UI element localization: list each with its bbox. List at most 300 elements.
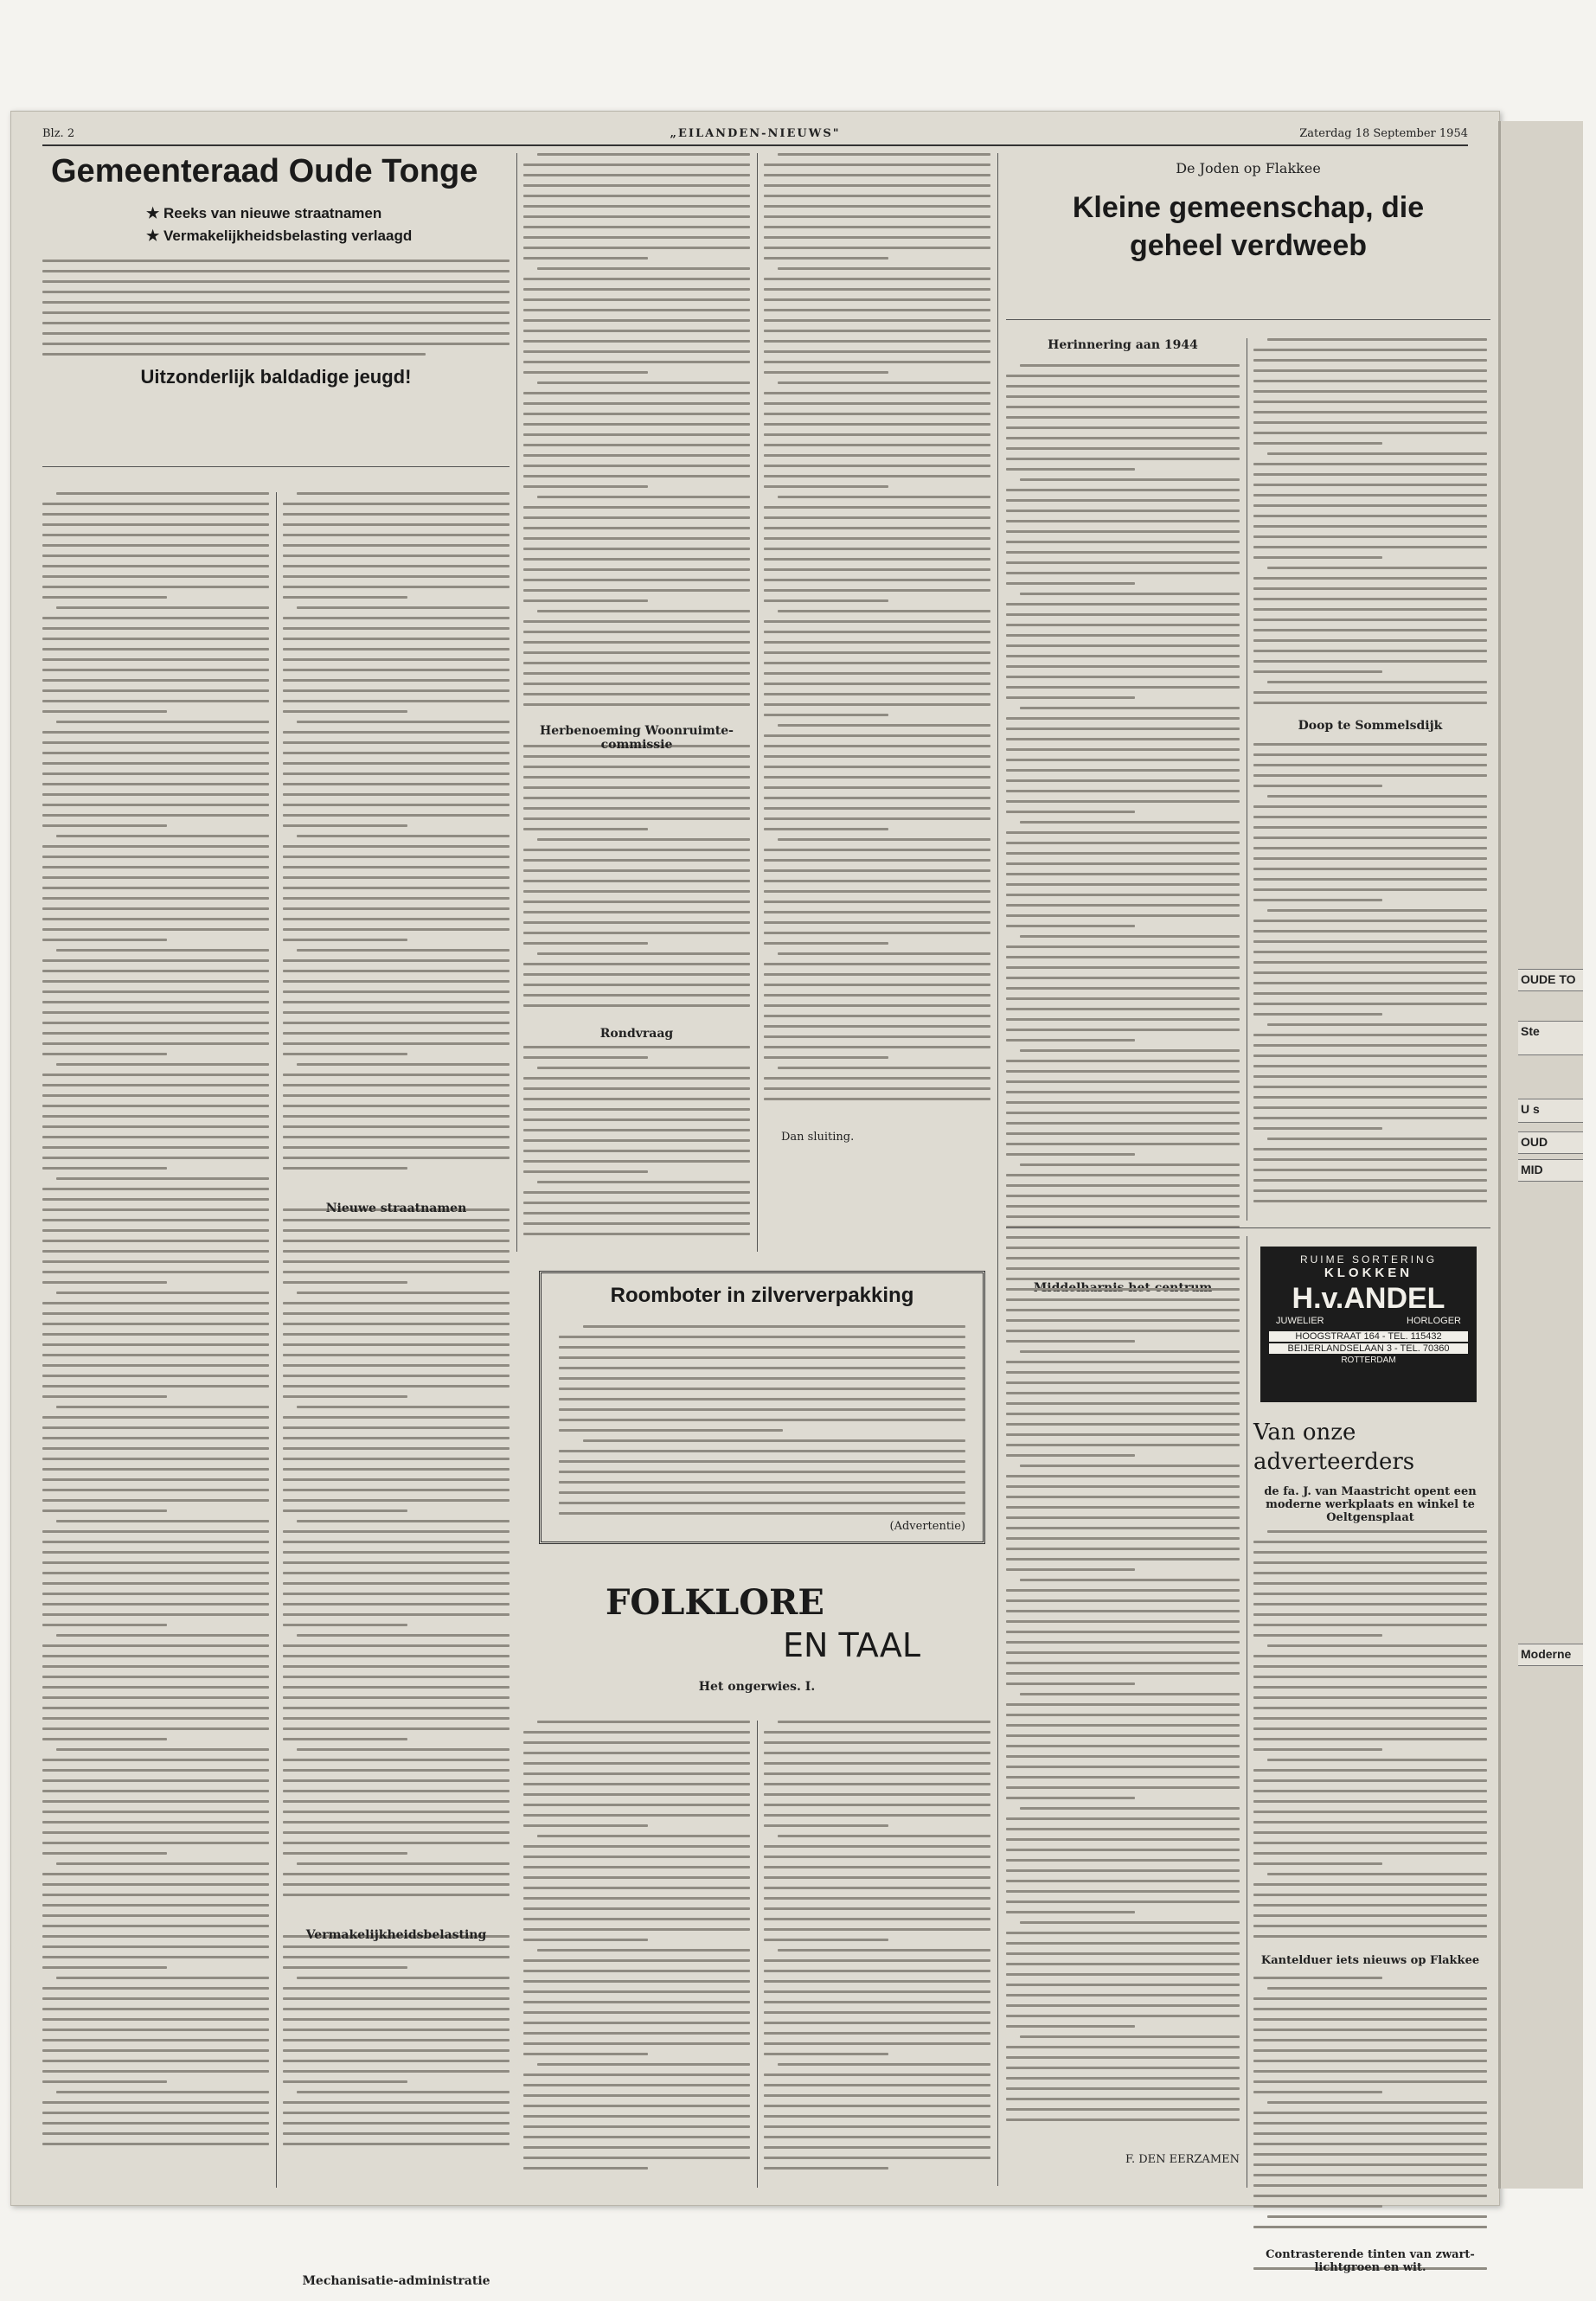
text-line (283, 1136, 510, 1138)
text-line (764, 1876, 990, 1879)
text-line (1006, 1952, 1240, 1955)
text-line (1006, 2098, 1240, 2100)
text-line (764, 1741, 990, 1744)
text-line (559, 1356, 965, 1359)
text-line (523, 288, 750, 291)
text-line (42, 1011, 269, 1014)
text-line (523, 247, 750, 249)
text-line (523, 309, 750, 311)
text-line (283, 824, 407, 827)
text-line (764, 2146, 990, 2149)
text-line (1253, 1821, 1487, 1823)
text-line (1006, 1029, 1240, 1031)
text-line (283, 1821, 510, 1823)
text-line (1267, 1987, 1487, 1990)
text-line (523, 932, 750, 934)
text-line (42, 1053, 167, 1055)
text-line (523, 1970, 750, 1972)
text-line (42, 627, 269, 630)
text-line (1253, 1914, 1487, 1917)
text-line (283, 648, 510, 651)
folklore-title-2: EN TAAL (783, 1626, 920, 1664)
text-line (523, 236, 750, 239)
text-line (283, 1323, 510, 1325)
text-line (42, 1987, 269, 1990)
text-line (1006, 1070, 1240, 1073)
text-line (283, 1883, 510, 1886)
text-line (42, 2060, 269, 2062)
text-line (283, 1613, 510, 1616)
text-line (283, 1105, 510, 1107)
text-line (42, 1790, 269, 1792)
text-line (42, 1603, 269, 1606)
text-line (42, 1852, 167, 1855)
text-line (42, 1364, 269, 1367)
text-line (523, 1129, 750, 1131)
text-line (42, 1582, 269, 1585)
text-line (1006, 925, 1135, 927)
text-line (283, 1842, 510, 1844)
text-line (537, 1721, 750, 1723)
text-line (1020, 1921, 1240, 1924)
text-line (764, 2022, 990, 2024)
text-line (1253, 577, 1487, 580)
text-line (1006, 1797, 1135, 1799)
text-line (764, 921, 990, 924)
adverteerders-sub-3: Contrasterende tinten van zwart-lichtgroen en wit. (1266, 2248, 1475, 2274)
text-line (42, 1842, 269, 1844)
text-line (1253, 1696, 1487, 1699)
text-line (764, 631, 990, 633)
text-line (1253, 743, 1487, 746)
text-line (1006, 1869, 1240, 1872)
next-page-edge (1498, 121, 1583, 2189)
text-line (1006, 904, 1240, 907)
text-line (537, 153, 750, 156)
text-line (1006, 800, 1240, 803)
text-line (283, 752, 510, 754)
text-line (42, 1094, 269, 1097)
text-line (1006, 530, 1240, 533)
text-line (42, 700, 269, 702)
text-line (1267, 1023, 1487, 1026)
text-line (1006, 1589, 1240, 1592)
text-line (523, 1046, 750, 1048)
text-line (297, 949, 510, 952)
text-line (523, 1056, 648, 1059)
text-line (42, 503, 269, 505)
text-line (764, 641, 990, 644)
text-line (764, 1970, 990, 1972)
text-line (1006, 1122, 1240, 1125)
text-line (42, 2080, 167, 2083)
text-line (42, 1229, 269, 1232)
text-line (1253, 369, 1487, 372)
text-line (1006, 510, 1240, 512)
text-line (297, 1977, 510, 1979)
text-line (764, 2053, 888, 2055)
text-line (1006, 385, 1240, 388)
next-page-strip-6: Moderne (1518, 1644, 1583, 1666)
text-line (1253, 1800, 1487, 1803)
text-line (523, 1741, 750, 1744)
text-line (1253, 1613, 1487, 1616)
text-line (42, 1769, 269, 1772)
text-line (1253, 484, 1487, 486)
text-line (523, 2053, 648, 2055)
text-line (42, 1811, 269, 1813)
text-line (1020, 1465, 1240, 1467)
text-line (1253, 1977, 1382, 1979)
text-line (42, 523, 269, 526)
text-line (1253, 1148, 1487, 1150)
text-line (42, 1437, 269, 1439)
text-line (764, 797, 990, 799)
text-line (764, 1907, 990, 1910)
text-line (1006, 2004, 1240, 2007)
text-line (283, 1281, 407, 1284)
text-line (283, 2018, 510, 2021)
text-line (764, 288, 990, 291)
text-line (1253, 2091, 1382, 2093)
text-line (1253, 764, 1487, 766)
text-line (1006, 1973, 1240, 1976)
text-line (56, 949, 269, 952)
text-line (764, 2167, 888, 2170)
text-line (283, 1458, 510, 1460)
text-line (1253, 1044, 1487, 1047)
text-line (283, 1852, 407, 1855)
text-line (56, 835, 269, 837)
text-line (42, 814, 269, 817)
text-line (1006, 1247, 1240, 1249)
text-line (283, 1229, 510, 1232)
newspaper-page (10, 111, 1500, 2288)
text-line (523, 869, 750, 872)
text-line (523, 2125, 750, 2128)
text-line (1006, 2118, 1240, 2121)
text-line (1006, 1932, 1240, 1934)
text-line (764, 174, 990, 176)
column-1 (42, 492, 269, 2170)
text-line (1006, 1267, 1240, 1270)
text-line (283, 1686, 510, 1689)
divider (1006, 319, 1490, 320)
text-line (764, 599, 888, 602)
text-line (523, 257, 648, 260)
text-line (1006, 1091, 1240, 1093)
text-line (42, 2070, 269, 2073)
text-line (42, 1727, 269, 1730)
text-line (1006, 1890, 1240, 1893)
text-line (537, 2063, 750, 2066)
text-line (42, 586, 269, 588)
text-line (1006, 541, 1240, 543)
text-line (764, 984, 990, 986)
text-line (523, 2157, 750, 2159)
text-line (1253, 1904, 1487, 1907)
text-line (297, 606, 510, 609)
text-line (537, 838, 750, 841)
text-line (764, 444, 990, 446)
text-line (42, 1447, 269, 1450)
text-line (523, 1990, 750, 1993)
text-line (523, 901, 750, 903)
text-line (523, 1731, 750, 1734)
text-line (1253, 2122, 1487, 2125)
text-line (537, 1949, 750, 1952)
text-line (1253, 1811, 1487, 1813)
text-line (523, 454, 750, 457)
text-line (523, 1887, 750, 1889)
text-line (1006, 1371, 1240, 1374)
text-line (283, 1541, 510, 1543)
text-line (42, 1260, 269, 1263)
text-line (523, 849, 750, 851)
text-line (297, 1634, 510, 1637)
text-line (1253, 2163, 1487, 2166)
text-line (764, 1056, 888, 1059)
text-line (42, 1250, 269, 1253)
text-line (297, 2091, 510, 2093)
text-line (42, 1084, 269, 1086)
text-line (1006, 1942, 1240, 1945)
text-line (583, 1439, 965, 1442)
text-line (1006, 1392, 1240, 1394)
text-line (1253, 556, 1382, 559)
text-line (42, 534, 269, 536)
text-line (1267, 2215, 1487, 2218)
text-line (42, 918, 269, 920)
text-line (764, 527, 990, 529)
text-line (1253, 2070, 1487, 2073)
text-line (764, 672, 990, 675)
text-line (1267, 1138, 1487, 1140)
text-line (1253, 587, 1487, 590)
text-line (283, 772, 510, 775)
text-line (1253, 992, 1487, 995)
text-line (764, 579, 990, 581)
text-line (1006, 1454, 1135, 1457)
text-line (1020, 2035, 1240, 2038)
text-line (42, 1136, 269, 1138)
text-line (1006, 686, 1240, 689)
text-line (764, 2094, 990, 2097)
text-line (283, 1437, 510, 1439)
text-line (764, 2157, 990, 2159)
text-line (764, 703, 990, 706)
text-line (523, 330, 750, 332)
issue-date: Zaterdag 18 September 1954 (1299, 127, 1468, 140)
text-line (1253, 1925, 1487, 1927)
text-line (1020, 1579, 1240, 1581)
text-line (523, 1762, 750, 1765)
text-line (1006, 945, 1240, 948)
text-line (56, 1292, 269, 1294)
text-line (764, 537, 990, 540)
andel-address-2: BEIJERLANDSELAAN 3 - TEL. 70360 (1269, 1343, 1468, 1354)
text-line (1006, 375, 1240, 377)
text-line (523, 1160, 750, 1163)
text-line (523, 1928, 750, 1931)
text-line (42, 1022, 269, 1024)
text-line (764, 516, 990, 519)
text-line (764, 433, 990, 436)
text-line (283, 1395, 407, 1398)
text-line (1253, 785, 1382, 787)
text-line (523, 184, 750, 187)
text-line (523, 651, 750, 654)
text-line (523, 1959, 750, 1962)
text-line (283, 1894, 510, 1896)
text-line (42, 1696, 269, 1699)
text-line (42, 617, 269, 619)
text-line (1006, 1278, 1240, 1280)
text-line (523, 693, 750, 695)
text-line (283, 731, 510, 734)
text-line (1006, 1714, 1240, 1716)
text-line (283, 1489, 510, 1491)
text-line (764, 963, 990, 965)
text-line (1253, 951, 1487, 953)
text-line (523, 2115, 750, 2118)
text-line (1006, 1755, 1240, 1758)
text-line (523, 672, 750, 675)
text-line (42, 1551, 269, 1554)
text-line (56, 1177, 269, 1180)
text-line (283, 970, 510, 972)
text-line (523, 1897, 750, 1900)
text-line (283, 1426, 510, 1429)
text-line (283, 2008, 510, 2010)
text-line (283, 980, 510, 983)
page-number: Blz. 2 (42, 127, 75, 140)
text-line (42, 741, 269, 744)
text-line (42, 1935, 269, 1938)
article-title: Gemeenteraad Oude Tonge (51, 153, 478, 189)
text-line (42, 1208, 269, 1211)
text-line (1006, 561, 1240, 564)
text-line (1253, 1096, 1487, 1099)
text-line (283, 1945, 510, 1948)
text-line (764, 828, 888, 830)
text-line (283, 990, 510, 993)
text-line (1006, 1132, 1240, 1135)
text-line (283, 1468, 510, 1471)
text-line (1006, 520, 1240, 522)
text-line (283, 1375, 510, 1377)
text-line (1267, 1530, 1487, 1533)
text-line (1253, 1883, 1487, 1886)
joden-text-1 (1006, 364, 1240, 1257)
text-line (764, 849, 990, 851)
text-line (764, 1793, 990, 1796)
text-line (778, 496, 990, 498)
text-line (283, 1644, 510, 1647)
text-line (764, 2115, 990, 2118)
text-line (42, 1426, 269, 1429)
text-line (297, 1063, 510, 1066)
text-line (1006, 1101, 1240, 1104)
text-line (42, 772, 269, 775)
text-line (1253, 805, 1487, 808)
text-line (1020, 1807, 1240, 1810)
text-line (523, 1233, 750, 1235)
text-line (523, 1907, 750, 1910)
text-line (1006, 1527, 1240, 1529)
text-line (42, 980, 269, 983)
closing-text: Dan sluiting. (781, 1131, 855, 1144)
text-line (42, 1458, 269, 1460)
text-line (283, 783, 510, 785)
text-line (764, 1866, 990, 1868)
article-subheading: Uitzonderlijk baldadige jeugd! (140, 366, 412, 388)
text-line (1020, 935, 1240, 938)
text-line (1020, 1236, 1240, 1239)
text-line (778, 153, 990, 156)
text-line (42, 2008, 269, 2010)
text-line (1006, 489, 1240, 491)
text-line (283, 1593, 510, 1595)
text-line (42, 575, 269, 578)
text-line (523, 205, 750, 208)
text-line (523, 1118, 750, 1121)
text-line (42, 2143, 269, 2145)
text-line (283, 814, 510, 817)
text-line (559, 1481, 965, 1484)
text-line (42, 1665, 269, 1668)
text-line (1006, 1641, 1240, 1644)
text-line (764, 2084, 990, 2086)
text-line (764, 932, 990, 934)
text-line (1006, 1257, 1240, 1259)
text-line (42, 959, 269, 962)
text-line (42, 1105, 269, 1107)
text-line (1267, 567, 1487, 569)
text-line (523, 2105, 750, 2107)
text-line (1006, 499, 1240, 502)
text-line (283, 1966, 407, 1969)
text-line (559, 1336, 965, 1338)
text-line (283, 1727, 510, 1730)
text-line (1006, 1662, 1240, 1664)
text-line (42, 1375, 269, 1377)
text-line (1253, 1593, 1487, 1595)
text-line (1253, 1748, 1382, 1751)
text-line (523, 1845, 750, 1848)
text-line (523, 2136, 750, 2138)
text-line (523, 2073, 750, 2076)
text-line (56, 1977, 269, 1979)
text-line (1006, 862, 1240, 865)
text-line (523, 1980, 750, 1983)
text-line (559, 1408, 965, 1411)
text-line (42, 783, 269, 785)
joden-column-3 (1006, 1236, 1240, 2170)
text-line (1006, 738, 1240, 740)
text-line (1006, 2087, 1240, 2090)
text-line (523, 226, 750, 228)
text-line (1020, 478, 1240, 481)
text-line (1020, 1163, 1240, 1166)
text-line (1006, 873, 1240, 875)
text-line (1253, 2039, 1487, 2041)
text-line (523, 599, 648, 602)
text-line (1006, 634, 1240, 637)
adverteerders-title: Van onze adverteerders (1253, 1420, 1415, 1475)
next-page-strip-2: Ste (1518, 1021, 1583, 1055)
column-rule (757, 153, 758, 1252)
